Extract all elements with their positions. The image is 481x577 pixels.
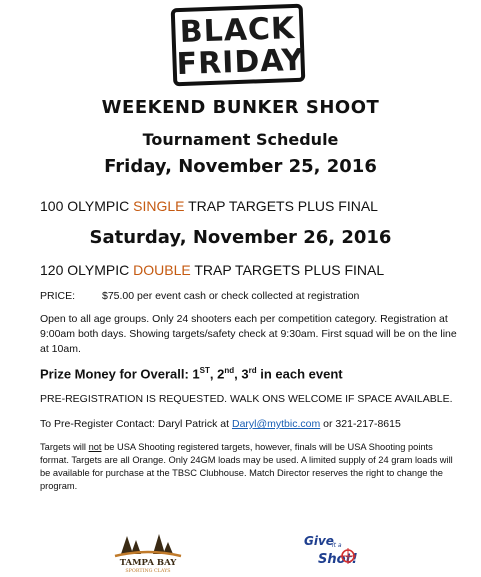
fine-pre: Targets will: [40, 442, 89, 452]
contact-pre: To Pre-Register Contact: Daryl Patrick at: [40, 418, 232, 430]
tampa-bay-sub: SPORTING CLAYS: [125, 569, 171, 574]
subheadline: Tournament Schedule: [142, 130, 339, 149]
price-text: $75.00 per event cash or check collected at registration: [102, 290, 360, 302]
give-it-a-shot-logo: [298, 530, 368, 570]
prize-mid2: , 3: [234, 366, 249, 382]
fine-print: [40, 441, 460, 493]
day1-event-accent: SINGLE: [133, 198, 185, 214]
black-friday-stamp: [171, 4, 306, 87]
prereg-text: PRE-REGISTRATION IS REQUESTED. WALK ONS WELCOME IF SPACE AVAILABLE.: [40, 393, 453, 405]
fine-post: be USA Shooting registered targets, however, finals will be USA Shooting points format. Targets are all Orange. Only 24GM loads may be used. A limited supply of 24 gram loads will be available for purchase at the TBSC Clubhouse. Match Director reserves the right to change the program.: [40, 442, 453, 491]
tampa-bay-logo: [113, 528, 183, 574]
prize-sup3: rd: [248, 366, 257, 375]
day2-event: [40, 262, 384, 278]
email-link[interactable]: Daryl@mytbic.com: [231, 418, 321, 430]
price-label: PRICE:: [40, 290, 76, 302]
logo2-line3: Shot!: [318, 552, 358, 567]
prize-mid1: , 2: [209, 366, 225, 382]
prize-sup2: nd: [224, 366, 235, 375]
tampa-bay-name: TAMPA BAY: [119, 558, 177, 568]
day1-event-pre: 100 OLYMPIC: [40, 198, 134, 214]
logo2-line2: it a: [332, 542, 342, 549]
prize-money: [40, 366, 343, 381]
stamp-line-2: FRIDAY: [176, 42, 305, 83]
headline: WEEKEND BUNKER SHOOT: [101, 97, 380, 118]
day2-event-accent: DOUBLE: [133, 262, 191, 278]
prize-sup1: ST: [199, 366, 210, 375]
open-text: Open to all age groups. Only 24 shooters each per competition category. Registration at 9:00am both days. Showing targets/safety check at 9:30am. First squad will be on the line at 10am.: [40, 313, 457, 355]
fine-not: not: [88, 442, 102, 452]
day2-event-pre: 120 OLYMPIC: [40, 262, 134, 278]
stamp-line-1: BLACK: [179, 11, 296, 51]
prize-pre: Prize Money for Overall: 1: [40, 366, 200, 382]
price-line: [40, 289, 460, 304]
day1-event: [40, 198, 378, 214]
day1-date: Friday, November 25, 2016: [104, 156, 377, 177]
day1-event-post: TRAP TARGETS PLUS FINAL: [184, 198, 378, 214]
prize-post: in each event: [256, 366, 343, 382]
contact-post: or 321-217-8615: [320, 418, 401, 430]
day2-date: Saturday, November 26, 2016: [89, 227, 392, 248]
logo2-line1: Give: [304, 534, 334, 548]
contact-line: [40, 417, 460, 432]
day2-event-post: TRAP TARGETS PLUS FINAL: [190, 262, 385, 278]
